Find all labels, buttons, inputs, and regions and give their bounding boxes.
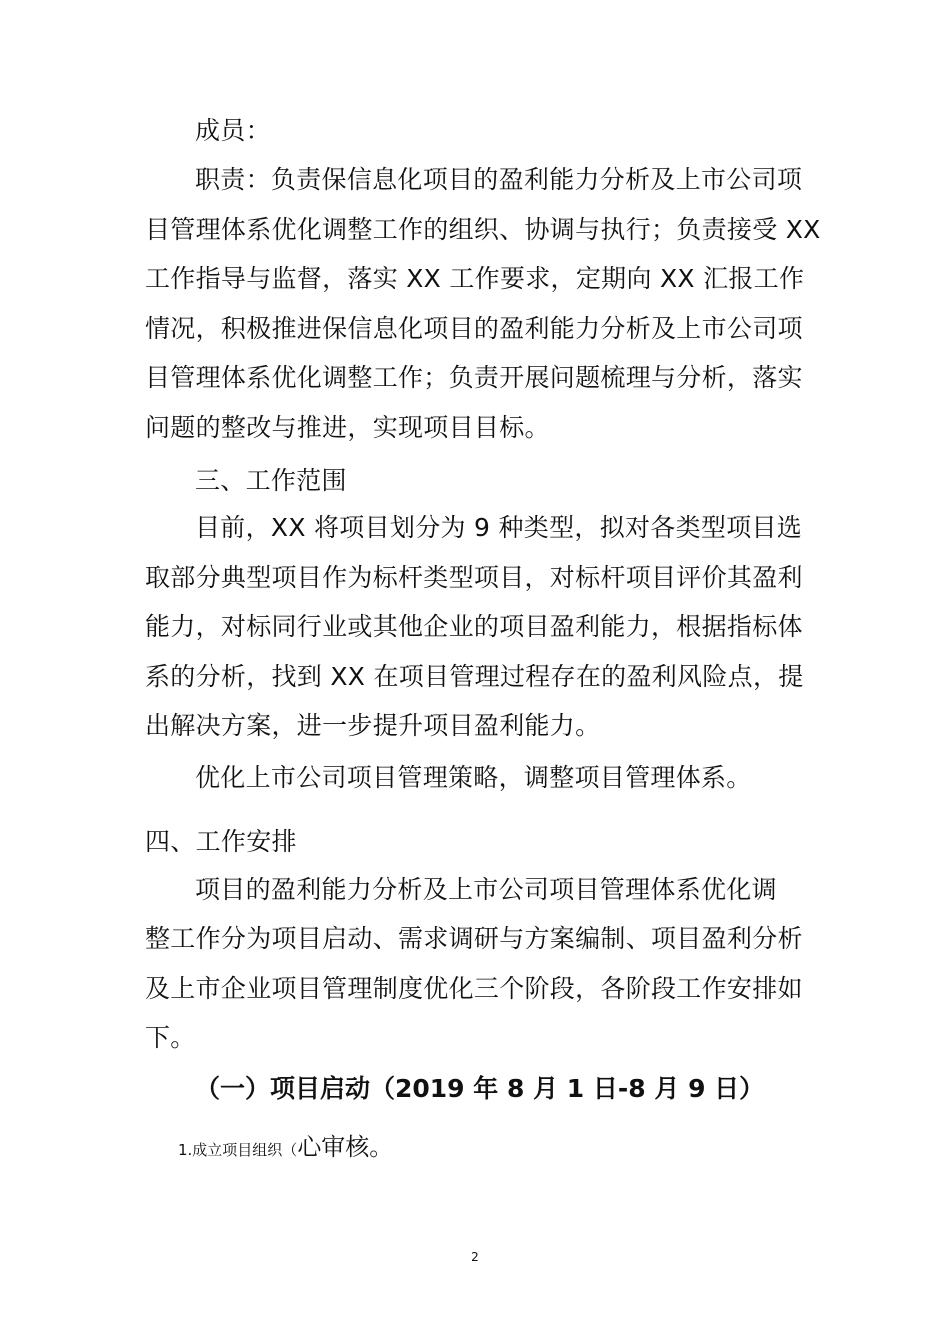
duties-line-4: 情况，积极推进保信息化项目的盈利能力分析及上市公司项 bbox=[145, 314, 803, 343]
duties-line-3: 工作指导与监督，落实 XX 工作要求，定期向 XX 汇报工作 bbox=[145, 264, 805, 293]
section-4-heading: 四、工作安排 bbox=[145, 827, 297, 856]
step-1-line bbox=[178, 1127, 393, 1162]
strategy-line: 优化上市公司项目管理策略，调整项目管理体系。 bbox=[195, 763, 752, 792]
arrangement-line-4: 下。 bbox=[145, 1023, 196, 1052]
duties-line-2: 目管理体系优化调整工作的组织、协调与执行；负责接受 XX bbox=[145, 215, 821, 244]
scope-line-2: 取部分典型项目作为标杆类型项目，对标杆项目评价其盈利 bbox=[145, 563, 803, 592]
arrangement-line-2: 整工作分为项目启动、需求调研与方案编制、项目盈利分析 bbox=[145, 924, 803, 953]
scope-line-4: 系的分析，找到 XX 在项目管理过程存在的盈利风险点，提 bbox=[145, 662, 804, 691]
page-number: 2 bbox=[471, 1250, 479, 1264]
duties-line-1: 职责：负责保信息化项目的盈利能力分析及上市公司项 bbox=[195, 165, 803, 194]
scope-line-1: 目前，XX 将项目划分为 9 种类型，拟对各类型项目选 bbox=[195, 513, 803, 542]
step-1-label: 1.成立项目组织（ bbox=[178, 1141, 298, 1159]
scope-line-3: 能力，对标同行业或其他企业的项目盈利能力，根据指标体 bbox=[145, 612, 803, 641]
members-line: 成员： bbox=[195, 116, 271, 145]
step-1-review-text: 心审核。 bbox=[297, 1133, 394, 1161]
section-3-heading: 三、工作范围 bbox=[195, 466, 347, 495]
arrangement-line-3: 及上市企业项目管理制度优化三个阶段，各阶段工作安排如 bbox=[145, 974, 803, 1003]
scope-line-5: 出解决方案，进一步提升项目盈利能力。 bbox=[145, 711, 601, 740]
duties-line-6: 问题的整改与推进，实现项目目标。 bbox=[145, 413, 550, 442]
arrangement-line-1: 项目的盈利能力分析及上市公司项目管理体系优化调 bbox=[195, 875, 777, 904]
phase-1-heading: （一）项目启动（2019 年 8 月 1 日-8 月 9 日） bbox=[195, 1074, 765, 1103]
duties-line-5: 目管理体系优化调整工作；负责开展问题梳理与分析，落实 bbox=[145, 363, 803, 392]
